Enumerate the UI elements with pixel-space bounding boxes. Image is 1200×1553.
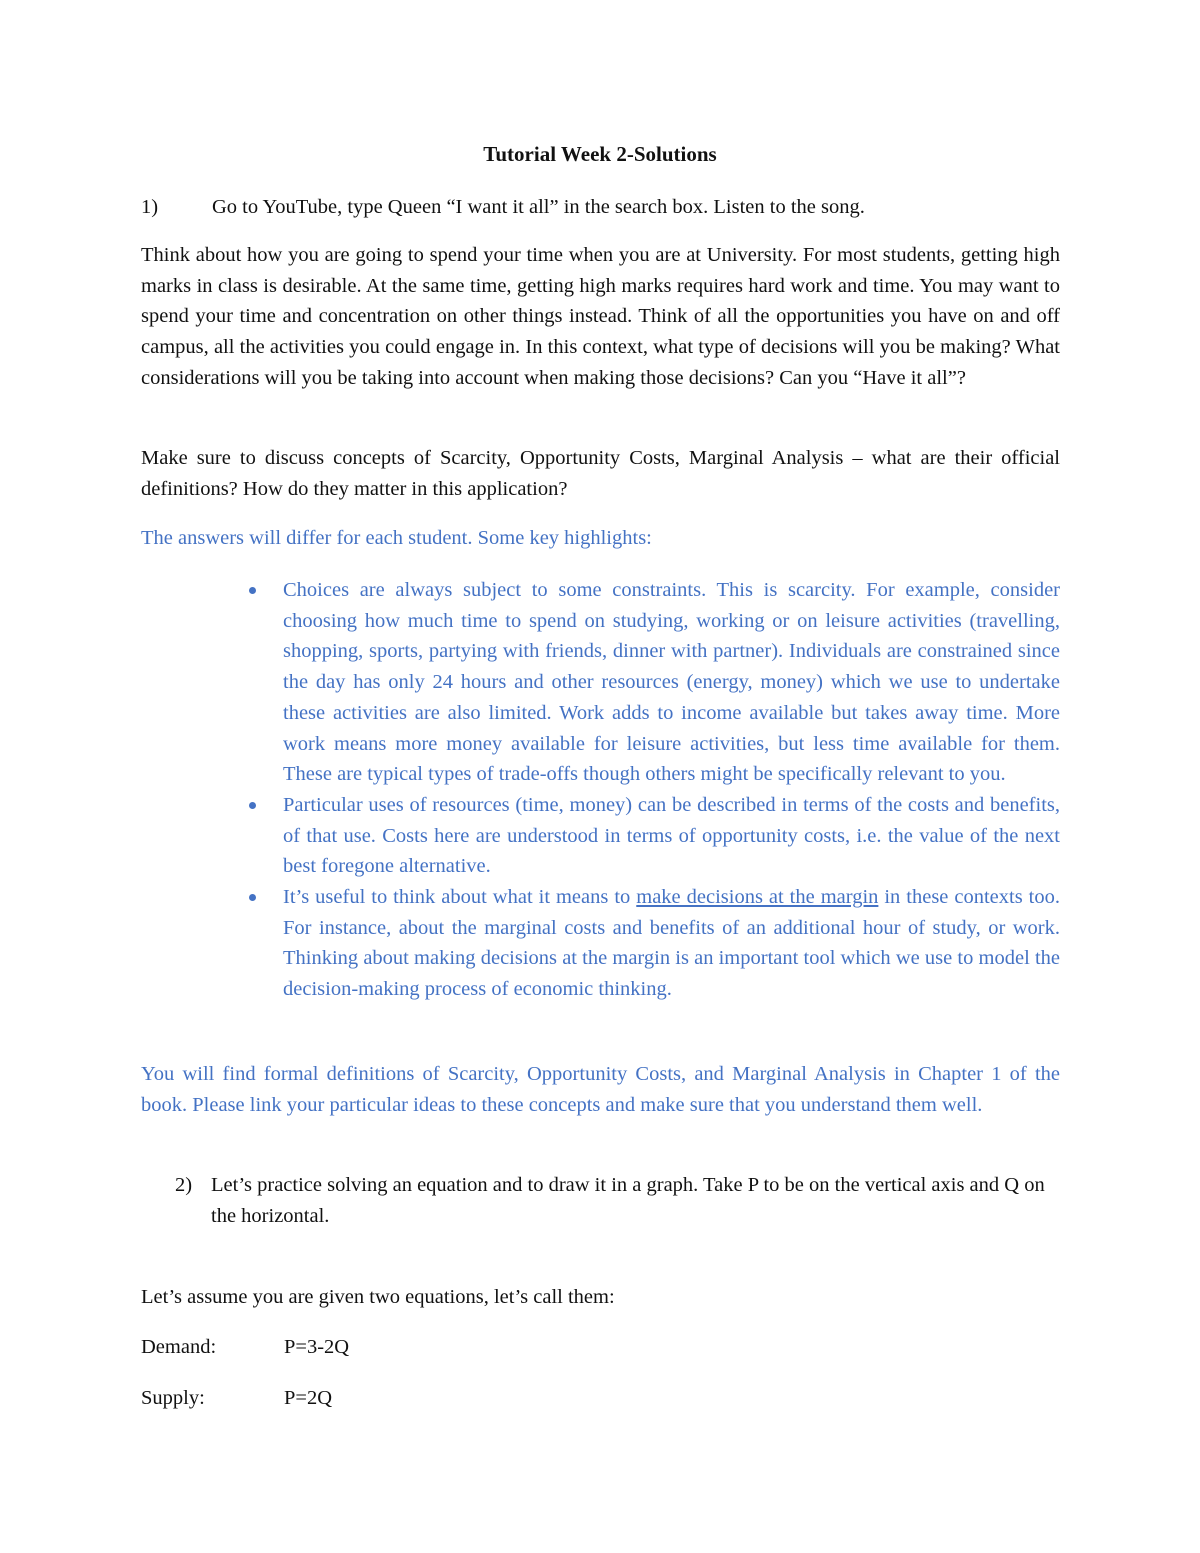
equation-label: Demand: (141, 1336, 217, 1358)
equation-value: P=3-2Q (284, 1336, 350, 1358)
margin-link[interactable]: make decisions at the margin (636, 886, 879, 909)
answer-intro: The answers will differ for each student. Some key highlights: (141, 527, 652, 549)
bullet-icon (249, 802, 256, 809)
bullet-icon (249, 894, 256, 901)
question-1-number: 1) (141, 196, 159, 218)
bullet-icon (249, 587, 256, 594)
answer-bullet-text-before: It’s useful to think about what it means to (283, 886, 637, 909)
answer-bullet-text-after: in these contexts too. For instance, about the marginal costs and benefits of an additional hour of study, or work. Thinking about making decisions at the margin is an important tool which we use to model the decision-making process of economic thinking. (283, 886, 1060, 1001)
answer-bullet-text: Choices are always subject to some constraints. This is scarcity. For example, consider choosing how much time to spend on studying, working or on leisure activities (travelling, shopping, sports, partying with friends, dinner with partner). Individuals are constrained since the day has only 24 hours and other resources (energy, money) which we use to undertake these activities are also limited. Work adds to income available but takes away time. More work means more money available for leisure activities, but less time available for them. These are typical types of trade-offs though others might be specifically relevant to you. (283, 579, 1060, 786)
answer-bullet-margin (283, 882, 1060, 1005)
question-1-prompt: Go to YouTube, type Queen “I want it all” in the search box. Listen to the song. (212, 196, 865, 218)
answer-bullet-text: Particular uses of resources (time, money) can be described in terms of the costs and benefits, of that use. Costs here are understood in terms of opportunity costs, i.e. the value of the next best foregone alternative. (283, 793, 1060, 878)
answer-bullet-opportunity-costs (283, 790, 1060, 882)
question-2-number: 2) (175, 1174, 193, 1196)
answer-bullet-list (283, 575, 1060, 1005)
equation-label: Supply: (141, 1387, 205, 1409)
paragraph-university-time: Think about how you are going to spend your time when you are at University. For most students, getting high marks in class is desirable. At the same time, getting high marks requires hard work and time. You may want to spend your time and concentration on other things instead. Think of all the opportunities you have on and off campus, all the activities you could engage in. In this context, what type of decisions will you be making? What considerations will you be taking into account when making those decisions? Can you “Have it all”? (141, 244, 1060, 389)
question-2-prompt: Let’s practice solving an equation and to draw it in a graph. Take P to be on the vertical axis and Q on the horizontal. (211, 1174, 1045, 1227)
paragraph-concepts: Make sure to discuss concepts of Scarcity, Opportunity Costs, Marginal Analysis – what are their official definitions? How do they matter in this application? (141, 447, 1060, 500)
equations-intro: Let’s assume you are given two equations, let’s call them: (141, 1286, 615, 1308)
answer-bullet-scarcity (283, 575, 1060, 790)
answer-closing: You will find formal definitions of Scarcity, Opportunity Costs, and Marginal Analysis in Chapter 1 of the book. Please link your particular ideas to these concepts and make sure that you understand them well. (141, 1063, 1060, 1116)
document-title: Tutorial Week 2-Solutions (483, 142, 717, 166)
equation-value: P=2Q (284, 1387, 333, 1409)
